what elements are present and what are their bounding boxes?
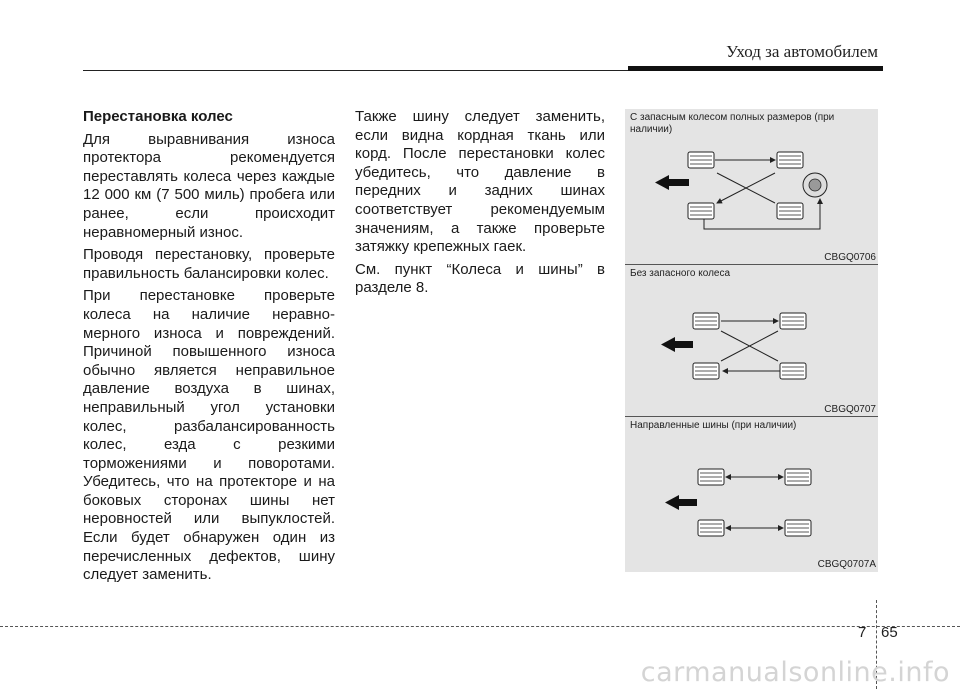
tire-icon [688,152,714,168]
text-column-right [355,108,605,302]
tire-icon [693,363,719,379]
direction-arrow-icon [655,175,689,190]
tire-icon [777,152,803,168]
paragraph: Также шину следует заменить, если видна кордная ткань или корд. После перестановки колес убедитесь, что давление в передних и задних шинах соответствует рекомендуемым значениям, а также проверьте затяжку крепежных гаек. [355,108,605,256]
text-column-left [83,108,335,589]
tire-icon [688,203,714,219]
spare-tire-icon [803,173,827,197]
figure-spare-wheel [625,109,878,265]
tire-icon [698,469,724,485]
page-number: 65 [881,624,898,641]
figure-caption: Без запасного колеса [630,268,731,279]
figure-code: CBGQ0707A [817,559,876,570]
tire-icon [785,469,811,485]
tire-icon [785,520,811,536]
tire-icon [780,313,806,329]
figure-no-spare [625,265,878,417]
rotation-diagram-directional [625,417,878,572]
paragraph: Для выравнивания износа протектора рекомендуется переставлять колеса через каждые 12 000 км (7 500 миль) пробега или ранее, если происходит неравномерный износ. [83,130,335,241]
figure-code: CBGQ0706 [824,252,876,263]
paragraph: Проводя перестановку, проверьте правильность балансировки колес. [83,246,335,282]
header-rule-accent [628,66,883,71]
figure-directional [625,417,878,572]
tire-icon [693,313,719,329]
chapter-number: 7 [858,624,867,641]
watermark: carmanualsonline.info [640,657,950,688]
paragraph: При перестановке проверьте колеса на наличие неравно-мерного износа и повреждений. Причиной повышенного износа обычно является неправильное давление воздуха в шинах, неправильный угол установки колес, разбалансированность колес, езда с резкими торможениями и поворотами. Убедитесь, что на протекторе и на боковых сторонах шины нет неровностей или выпуклостей. Если будет обнаружен один из перечисленных дефектов, шину следует заменить. [83,287,335,584]
tire-icon [698,520,724,536]
direction-arrow-icon [661,337,693,352]
header-title: Уход за автомобилем [726,42,878,61]
direction-arrow-icon [665,495,697,510]
footer-rule [0,626,960,627]
rotation-diagram-with-spare [625,109,878,265]
rotation-diagram-no-spare [625,265,878,417]
paragraph: См. пункт “Колеса и шины” в разделе 8. [355,260,605,297]
figure-caption: С запасным колесом полных размеров (при наличии) [630,112,835,135]
section-title: Перестановка колес [83,108,233,125]
tire-icon [780,363,806,379]
figure-code: CBGQ0707 [824,404,876,415]
figure-caption: Направленные шины (при наличии) [630,420,797,431]
tire-icon [777,203,803,219]
